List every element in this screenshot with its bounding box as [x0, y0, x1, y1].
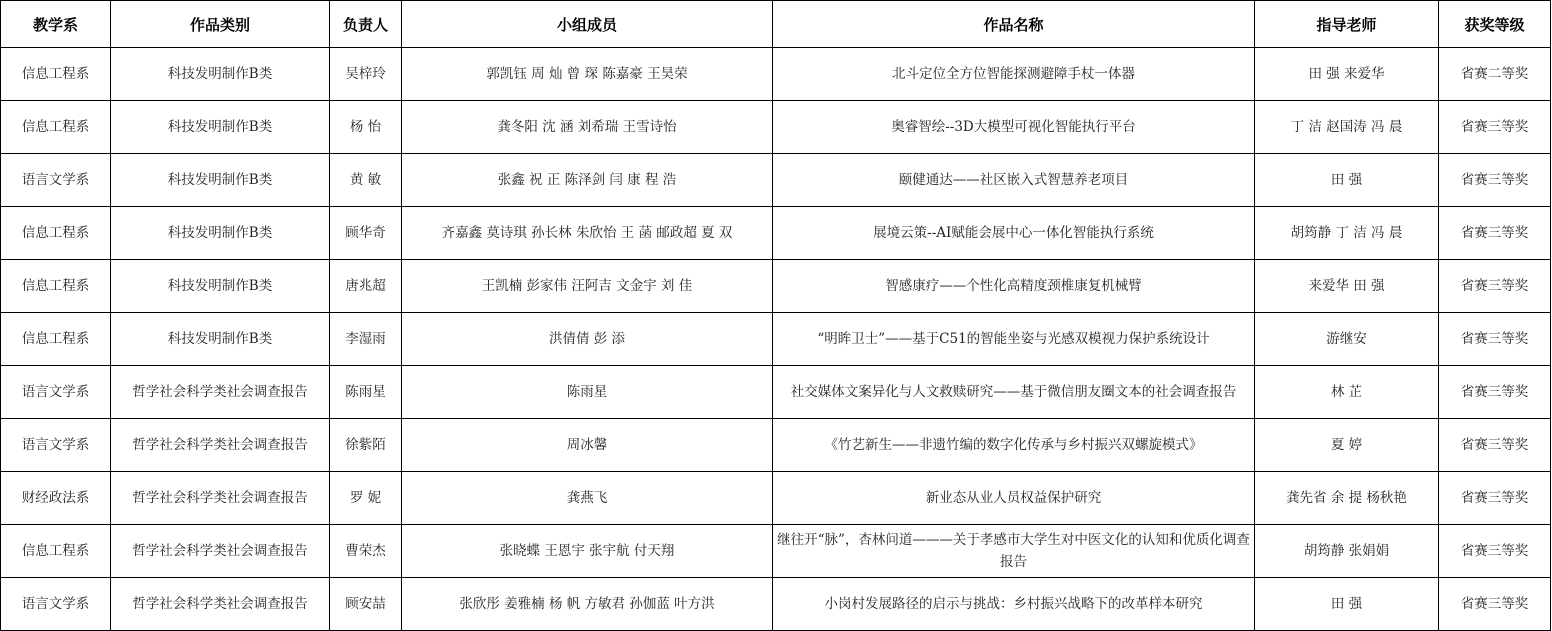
cell-category: 科技发明制作B类: [111, 154, 330, 207]
cell-advisor: 龚先省 余 提 杨秋艳: [1255, 472, 1439, 525]
cell-work-title: “明眸卫士”——基于C51的智能坐姿与光感双模视力保护系统设计: [773, 313, 1255, 366]
cell-department: 语言文学系: [1, 578, 111, 631]
cell-department: 语言文学系: [1, 419, 111, 472]
cell-advisor: 夏 婷: [1255, 419, 1439, 472]
cell-leader: 吴梓玲: [330, 48, 402, 101]
cell-work-title: 北斗定位全方位智能探测避障手杖一体器: [773, 48, 1255, 101]
cell-work-title: 展境云策--AI赋能会展中心一体化智能执行系统: [773, 207, 1255, 260]
cell-members: 王凯楠 彭家伟 汪阿吉 文金宇 刘 佳: [402, 260, 773, 313]
table-row: [1, 313, 1551, 366]
cell-department: 财经政法系: [1, 472, 111, 525]
cell-category: 科技发明制作B类: [111, 260, 330, 313]
cell-work-title: 《竹艺新生——非遗竹编的数字化传承与乡村振兴双螺旋模式》: [773, 419, 1255, 472]
table-row: [1, 419, 1551, 472]
header-advisor: 指导老师: [1255, 1, 1439, 48]
table-row: [1, 101, 1551, 154]
cell-work-title: 继往开“脉”，杏林问道———关于孝感市大学生对中医文化的认知和优质化调查报告: [773, 525, 1255, 578]
cell-advisor: 丁 洁 赵国涛 冯 晨: [1255, 101, 1439, 154]
table-row: [1, 154, 1551, 207]
cell-award: 省赛三等奖: [1439, 525, 1551, 578]
header-department: 教学系: [1, 1, 111, 48]
cell-advisor: 田 强: [1255, 578, 1439, 631]
header-leader: 负责人: [330, 1, 402, 48]
cell-leader: 李湿雨: [330, 313, 402, 366]
cell-leader: 唐兆超: [330, 260, 402, 313]
cell-work-title: 颐健通达——社区嵌入式智慧养老项目: [773, 154, 1255, 207]
cell-advisor: 田 强 来爱华: [1255, 48, 1439, 101]
cell-members: 张晓蝶 王恩宇 张宇航 付天翔: [402, 525, 773, 578]
cell-members: 齐嘉鑫 莫诗琪 孙长林 朱欣怡 王 菡 邮政超 夏 双: [402, 207, 773, 260]
cell-advisor: 游继安: [1255, 313, 1439, 366]
table-row: [1, 525, 1551, 578]
cell-members: 龚燕飞: [402, 472, 773, 525]
cell-work-title: 小岗村发展路径的启示与挑战：乡村振兴战略下的改革样本研究: [773, 578, 1255, 631]
cell-leader: 罗 妮: [330, 472, 402, 525]
cell-award: 省赛三等奖: [1439, 472, 1551, 525]
cell-leader: 陈雨星: [330, 366, 402, 419]
cell-category: 哲学社会科学类社会调查报告: [111, 366, 330, 419]
cell-award: 省赛二等奖: [1439, 48, 1551, 101]
cell-work-title: 社交媒体文案异化与人文救赎研究——基于微信朋友圈文本的社会调查报告: [773, 366, 1255, 419]
cell-department: 信息工程系: [1, 260, 111, 313]
cell-leader: 杨 怡: [330, 101, 402, 154]
cell-work-title: 奥睿智绘--3D大模型可视化智能执行平台: [773, 101, 1255, 154]
cell-award: 省赛三等奖: [1439, 578, 1551, 631]
cell-members: 郭凯钰 周 灿 曾 琛 陈嘉豪 王昊荣: [402, 48, 773, 101]
cell-department: 语言文学系: [1, 366, 111, 419]
cell-award: 省赛三等奖: [1439, 419, 1551, 472]
cell-award: 省赛三等奖: [1439, 207, 1551, 260]
cell-leader: 黄 敏: [330, 154, 402, 207]
cell-leader: 徐紫陌: [330, 419, 402, 472]
cell-advisor: 田 强: [1255, 154, 1439, 207]
cell-category: 科技发明制作B类: [111, 48, 330, 101]
cell-members: 洪倩倩 彭 添: [402, 313, 773, 366]
cell-award: 省赛三等奖: [1439, 313, 1551, 366]
cell-category: 科技发明制作B类: [111, 313, 330, 366]
cell-category: 哲学社会科学类社会调查报告: [111, 578, 330, 631]
header-members: 小组成员: [402, 1, 773, 48]
cell-department: 信息工程系: [1, 525, 111, 578]
header-row: [1, 1, 1551, 48]
cell-department: 信息工程系: [1, 313, 111, 366]
cell-category: 哲学社会科学类社会调查报告: [111, 525, 330, 578]
table-row: [1, 578, 1551, 631]
header-award: 获奖等级: [1439, 1, 1551, 48]
cell-department: 信息工程系: [1, 48, 111, 101]
cell-members: 陈雨星: [402, 366, 773, 419]
cell-award: 省赛三等奖: [1439, 260, 1551, 313]
cell-leader: 顾华奇: [330, 207, 402, 260]
cell-advisor: 林 芷: [1255, 366, 1439, 419]
cell-members: 张鑫 祝 正 陈泽剑 闫 康 程 浩: [402, 154, 773, 207]
table-row: [1, 366, 1551, 419]
cell-advisor: 胡筠静 丁 洁 冯 晨: [1255, 207, 1439, 260]
cell-category: 哲学社会科学类社会调查报告: [111, 472, 330, 525]
cell-category: 哲学社会科学类社会调查报告: [111, 419, 330, 472]
cell-work-title: 智感康疗——个性化高精度颈椎康复机械臂: [773, 260, 1255, 313]
table-row: [1, 260, 1551, 313]
cell-members: 龚冬阳 沈 涵 刘希瑞 王雪诗怡: [402, 101, 773, 154]
cell-award: 省赛三等奖: [1439, 101, 1551, 154]
cell-award: 省赛三等奖: [1439, 154, 1551, 207]
cell-members: 张欣彤 姜雅楠 杨 帆 方敏君 孙伽蓝 叶方洪: [402, 578, 773, 631]
table-row: [1, 48, 1551, 101]
cell-work-title: 新业态从业人员权益保护研究: [773, 472, 1255, 525]
cell-members: 周冰馨: [402, 419, 773, 472]
cell-category: 科技发明制作B类: [111, 101, 330, 154]
cell-award: 省赛三等奖: [1439, 366, 1551, 419]
cell-department: 信息工程系: [1, 207, 111, 260]
cell-advisor: 胡筠静 张娟娟: [1255, 525, 1439, 578]
cell-department: 信息工程系: [1, 101, 111, 154]
header-category: 作品类别: [111, 1, 330, 48]
cell-category: 科技发明制作B类: [111, 207, 330, 260]
cell-advisor: 来爱华 田 强: [1255, 260, 1439, 313]
table-row: [1, 207, 1551, 260]
table-row: [1, 472, 1551, 525]
cell-leader: 曹荣杰: [330, 525, 402, 578]
header-work-title: 作品名称: [773, 1, 1255, 48]
cell-leader: 顾安喆: [330, 578, 402, 631]
cell-department: 语言文学系: [1, 154, 111, 207]
